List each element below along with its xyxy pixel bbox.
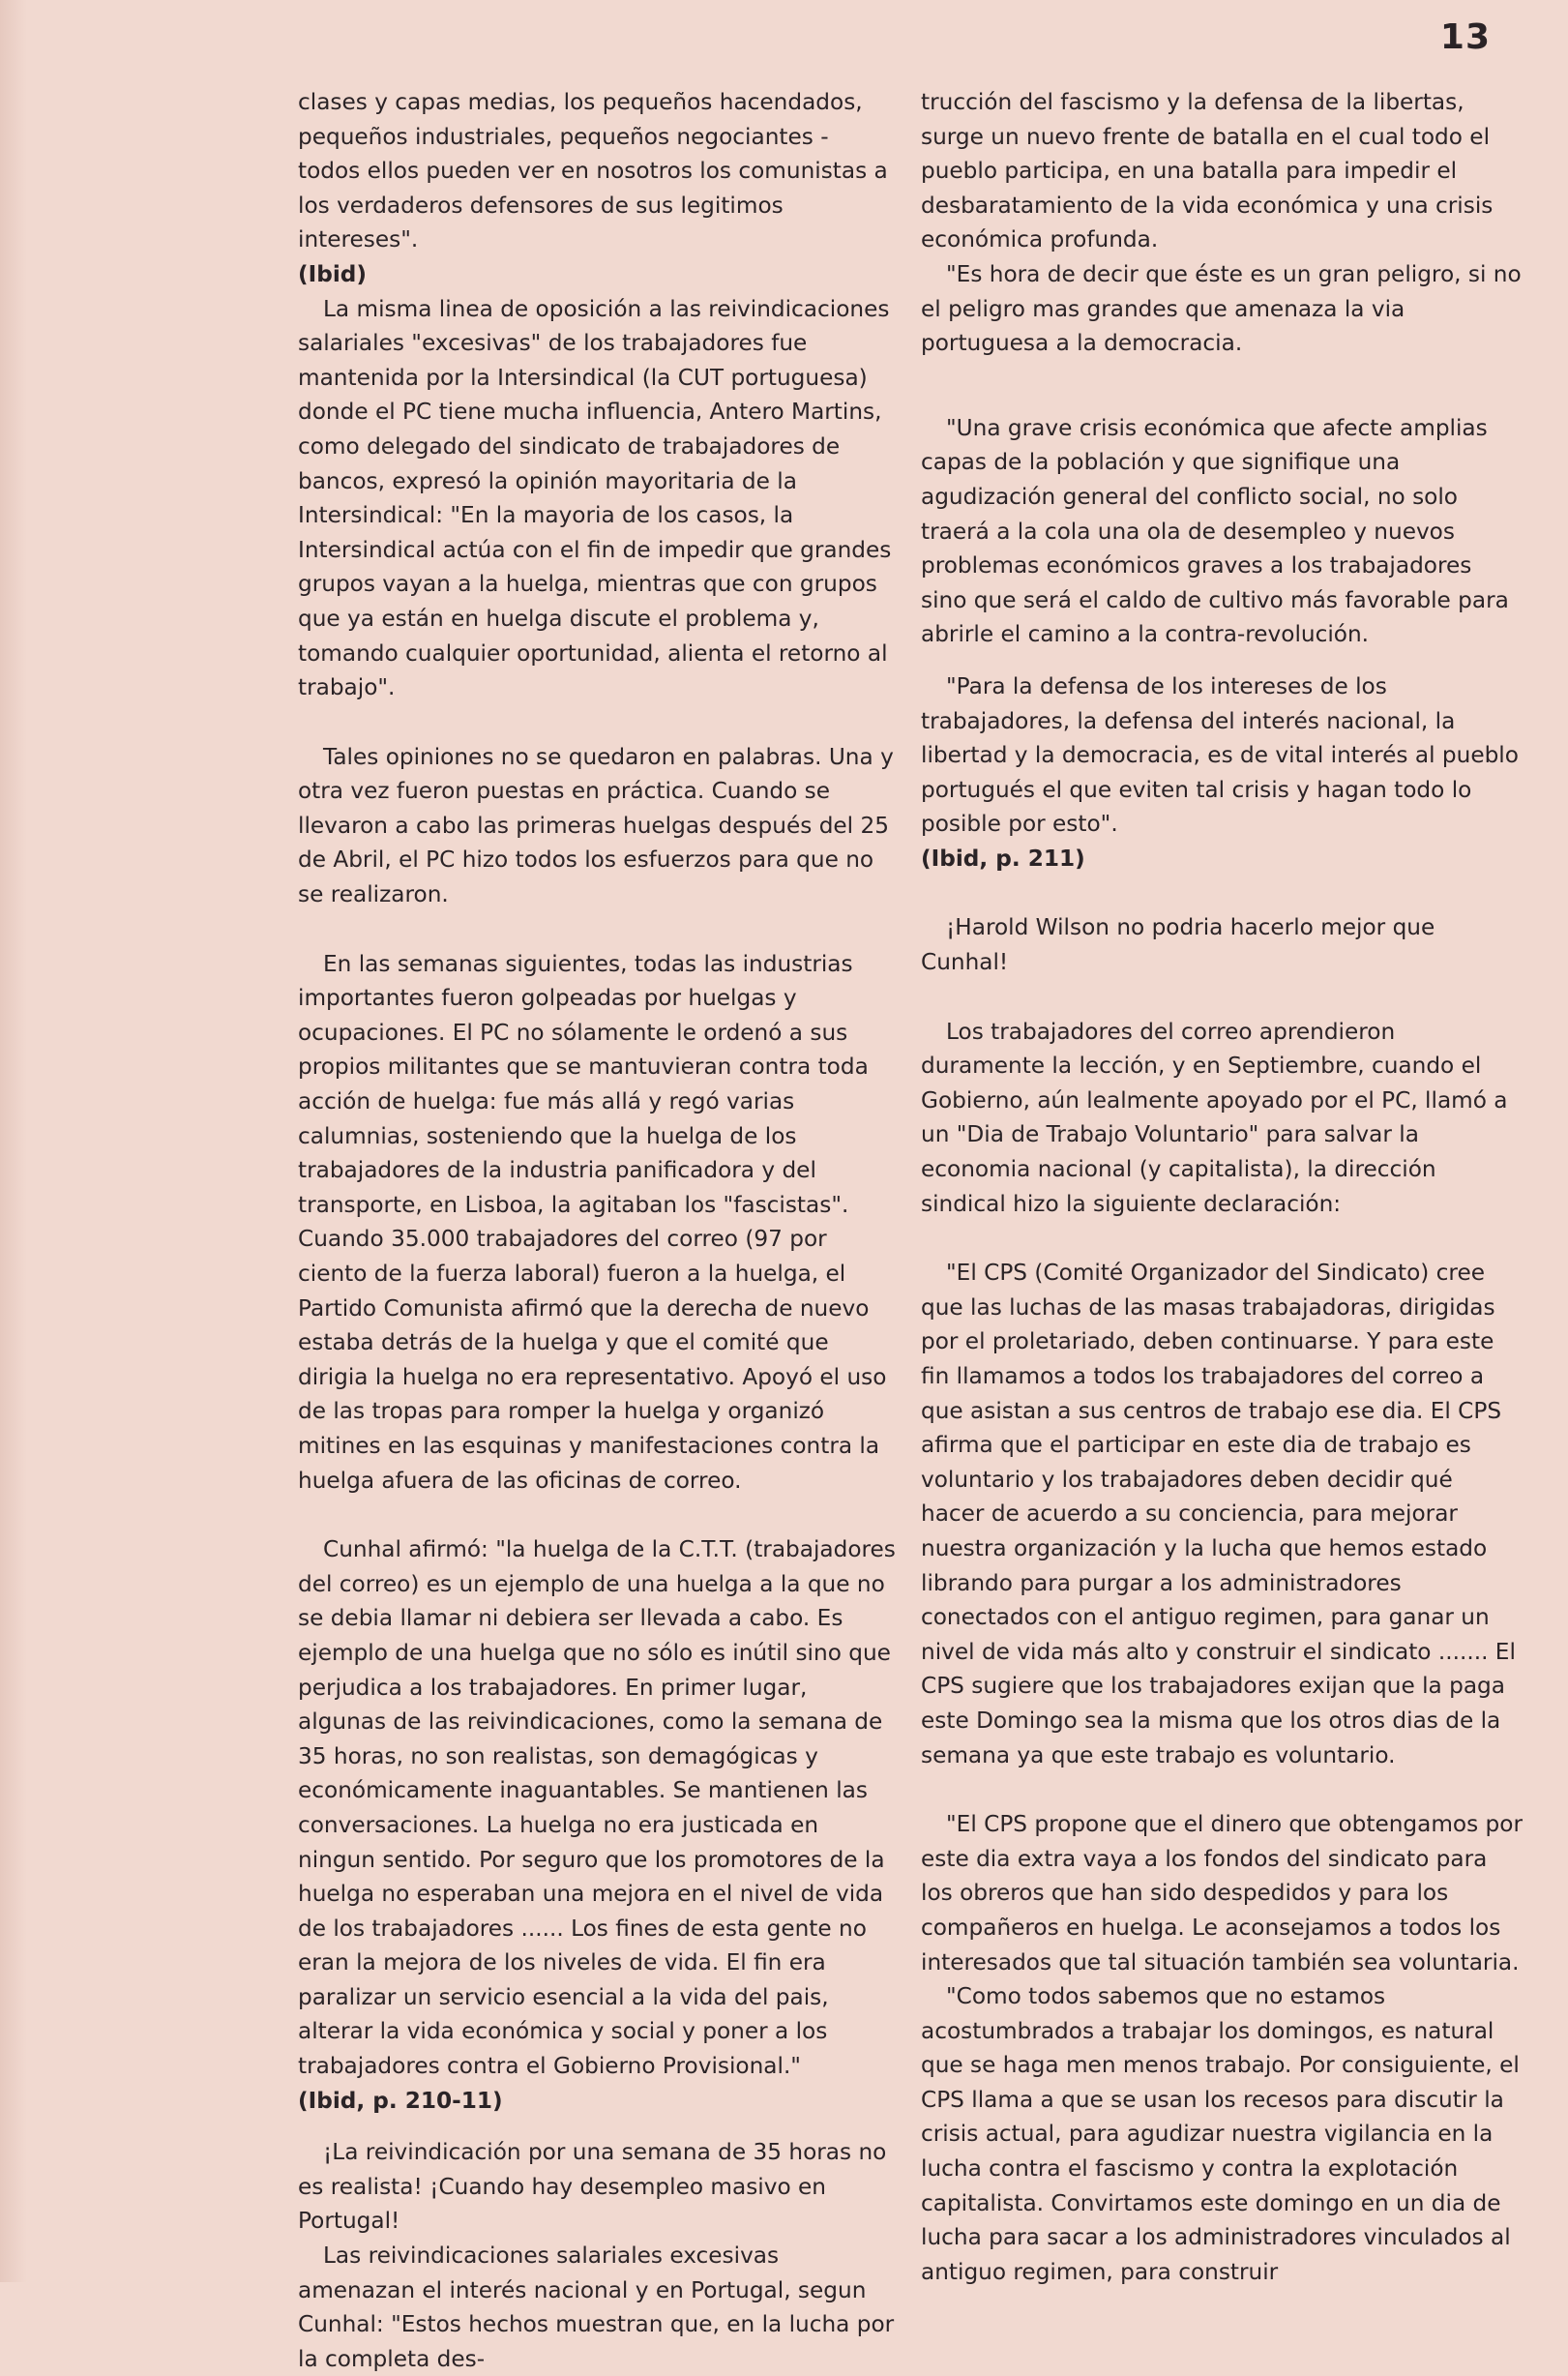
paragraph: "Una grave crisis económica que afecte amplias capas de la población y que signifique una agudización general del conflicto social, no solo traerá a la cola una ola de desempleo y nuevos problemas económicos graves a los trabajadores sino que será el caldo de cultivo más favorable para abrirle el camino a la contra-revolución.	[921, 414, 1509, 648]
paragraph: Cunhal afirmó: "la huelga de la C.T.T. (trabajadores del correo) es un ejemplo de una huelga a la que no se debia llamar ni debiera ser llevada a cabo. Es ejemplo de una huelga que no sólo es inútil sino que perjudica a los trabajadores. En primer lugar, algunas de las reivindicaciones, como la semana de 35 horas, no son realistas, son demagógicas y económicamente inaguantables. Se mantienen las conversaciones. La huelga no era justicada en ningun sentido. Por seguro que los promotores de la huelga no esperaban una mejora en el nivel de vida de los trabajadores ...... Los fines de esta gente no eran la mejora de los niveles de vida. El fin era paralizar un servicio esencial a la vida del pais, alterar la vida económica y social y poner a los trabajadores contra el Gobierno Provisional."	[298, 1536, 896, 2080]
paragraph: Las reivindicaciones salariales excesivas amenazan el interés nacional y en Portugal, segun Cunhal: "Estos hechos muestran que, en la lucha por la completa des-	[298, 2242, 895, 2372]
paragraph: "Como todos sabemos que no estamos acostumbrados a trabajar los domingos, es natural que se haga men menos trabajo. Por consiguiente, el CPS llama a que se usan los recesos para discutir la crisis actual, para agudizar nuestra vigilancia en la lucha contra el fascismo y contra la explotación capitalista. Convirtamos este domingo en un dia de lucha para sacar a los administradores vinculados al antiguo regimen, para construir	[921, 1983, 1520, 2285]
right-column	[921, 85, 1523, 2289]
paragraph: Tales opiniones no se quedaron en palabras. Una y otra vez fueron puestas en práctica. Cuando se llevaron a cabo las primeras huelgas después del 25 de Abril, el PC hizo todos los esfuerzos para que no se realizaron.	[298, 743, 894, 908]
paragraph: "Para la defensa de los intereses de los trabajadores, la defensa del interés nacional, la libertad y la democracia, es de vital interés al pueblo portugués el que eviten tal crisis y hagan todo lo posible por esto".	[921, 672, 1519, 838]
paragraph: "Es hora de decir que éste es un gran peligro, si no el peligro mas grandes que amenaza la via portuguesa a la democracia.	[921, 260, 1522, 357]
left-column	[298, 85, 898, 2376]
page-number: 13	[1439, 17, 1491, 57]
citation: (Ibid, p. 210-11)	[298, 2087, 503, 2114]
citation: (Ibid, p. 211)	[921, 845, 1085, 872]
citation: (Ibid)	[298, 260, 367, 287]
paragraph: "El CPS propone que el dinero que obtengamos por este dia extra vaya a los fondos del sindicato para los obreros que han sido despedidos y para los compañeros en huelga. Le aconsejamos a todos los interesados que tal situación también sea voluntaria.	[921, 1811, 1523, 1975]
paragraph: trucción del fascismo y la defensa de la libertas, surge un nuevo frente de batalla en el cual todo el pueblo participa, en una batalla para impedir el desbaratamiento de la vida económica y una crisis económica profunda.	[921, 89, 1494, 253]
page-edge-shadow	[0, 0, 27, 2282]
paragraph: "El CPS (Comité Organizador del Sindicato) cree que las luchas de las masas trabajadoras, dirigidas por el proletariado, deben continuarse. Y para este fin llamamos a todos los trabajadores del correo a que asistan a sus centros de trabajo ese dia. El CPS afirma que el participar en este dia de trabajo es voluntario y los trabajadores deben decidir qué hacer de acuerdo a su conciencia, para mejorar nuestra organización y la lucha que hemos estado librando para purgar a los administradores conectados con el antiguo regimen, para ganar un nivel de vida más alto y construir el sindicato ....... El CPS sugiere que los trabajadores exijan que la paga este Domingo sea la misma que los otros dias de la semana ya que este trabajo es voluntario.	[921, 1260, 1516, 1768]
slogan: ¡Harold Wilson no podria hacerlo mejor que Cunhal!	[921, 914, 1435, 976]
paragraph: clases y capas medias, los pequeños hacendados, pequeños industriales, pequeños negociantes - todos ellos pueden ver en nosotros los comunistas a los verdaderos defensores de sus legitimos intereses".	[298, 89, 888, 253]
paragraph: En las semanas siguientes, todas las industrias importantes fueron golpeadas por huelgas y ocupaciones. El PC no sólamente le ordenó a sus propios militantes que se mantuvieran contra toda acción de huelga: fue más allá y regó varias calumnias, sosteniendo que la huelga de los trabajadores de la industria panificadora y del transporte, en Lisboa, la agitaban los "fascistas". Cuando 35.000 trabajadores del correo (97 por ciento de la fuerza laboral) fueron a la huelga, el Partido Comunista afirmó que la derecha de nuevo estaba detrás de la huelga y que el comité que dirigia la huelga no era representativo. Apoyó el uso de las tropas para romper la huelga y organizó mitines en las esquinas y manifestaciones contra la huelga afuera de las oficinas de correo.	[298, 950, 887, 1494]
paragraph: Los trabajadores del correo aprendieron duramente la lección, y en Septiembre, cuando el Gobierno, aún lealmente apoyado por el PC, llamó a un "Dia de Trabajo Voluntario" para salvar la economia nacional (y capitalista), la dirección sindical hizo la siguiente declaración:	[921, 1018, 1508, 1217]
paragraph: ¡La reivindicación por una semana de 35 horas no es realista! ¡Cuando hay desempleo masivo en Portugal!	[298, 2139, 887, 2235]
paragraph: La misma linea de oposición a las reivindicaciones salariales "excesivas" de los trabajadores fue mantenida por la Intersindical (la CUT portuguesa) donde el PC tiene mucha influencia, Antero Martins, como delegado del sindicato de trabajadores de bancos, expresó la opinión mayoritaria de la Intersindical: "En la mayoria de los casos, la Intersindical actúa con el fin de impedir que grandes grupos vayan a la huelga, mientras que con grupos que ya están en huelga discute el problema y, tomando cualquier oportunidad, alienta el retorno al trabajo".	[298, 295, 892, 701]
